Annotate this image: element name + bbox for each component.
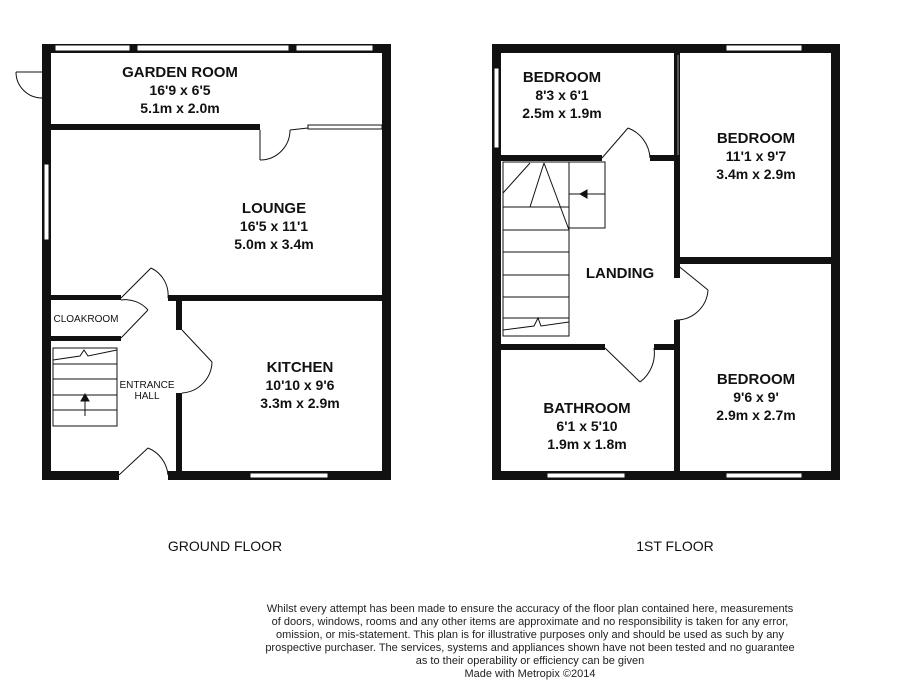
door-bathroom: [605, 348, 654, 382]
garden-room-imperial: 16'9 x 6'5: [149, 82, 211, 98]
entrance-hall-line2: HALL: [134, 391, 160, 402]
door-kitchen: [182, 330, 212, 393]
window-garden-1: [55, 45, 130, 51]
bathroom-name: BATHROOM: [543, 400, 631, 417]
window-lounge: [44, 164, 49, 240]
kitchen-metric: 3.3m x 2.9m: [260, 395, 340, 411]
bathroom-top-wall-right: [654, 344, 676, 350]
cloakroom-top-wall: [51, 295, 121, 300]
ground-wall-bottom-left: [42, 471, 119, 480]
bathroom-metric: 1.9m x 1.8m: [547, 436, 627, 452]
door-cloakroom: [121, 300, 148, 338]
first-stairs: [503, 162, 605, 336]
first-floor-label: 1ST FLOOR: [636, 538, 714, 554]
door-garden-lounge: [260, 128, 308, 160]
disclaimer-line6: Made with Metropix ©2014: [464, 668, 596, 680]
bedroom-small-bottom-wall-right: [650, 155, 678, 161]
door-garden-exterior: [16, 72, 42, 98]
door-front: [119, 448, 168, 475]
bedroom-large-left-wall: [674, 53, 680, 278]
window-garden-3: [296, 45, 373, 51]
bedroom-large-bottom-wall: [674, 257, 831, 264]
kitchen-name: KITCHEN: [266, 359, 334, 376]
ground-doors: [16, 72, 308, 475]
door-lounge-hall: [121, 268, 168, 298]
stairs-down-arrow-icon: [580, 190, 587, 198]
lounge-metric: 5.0m x 3.4m: [234, 236, 314, 252]
bedroom-small-name: BEDROOM: [522, 69, 602, 86]
garden-room-name: GARDEN ROOM: [122, 64, 238, 81]
ground-wall-left: [42, 44, 51, 480]
window-bathroom: [547, 473, 625, 478]
disclaimer-line1: Whilst every attempt has been made to ensure the accuracy of the floor plan contained here, measurements: [266, 603, 794, 615]
bedroom-large-name: BEDROOM: [716, 130, 796, 147]
window-kitchen: [250, 473, 328, 478]
entrance-hall-line1: ENTRANCE: [119, 380, 175, 391]
bedroom-mid-metric: 2.9m x 2.7m: [716, 407, 796, 423]
window-garden-partition: [308, 125, 382, 129]
garden-room-wall: [51, 124, 260, 130]
bedroom-small-imperial: 8'3 x 6'1: [535, 87, 589, 103]
garden-room-metric: 5.1m x 2.0m: [140, 100, 220, 116]
bedroom-small-metric: 2.5m x 1.9m: [522, 105, 602, 121]
kitchen-top-wall: [168, 295, 382, 301]
bedroom-mid-imperial: 9'6 x 9': [733, 389, 779, 405]
bathroom-imperial: 6'1 x 5'10: [556, 418, 618, 434]
bathroom-top-wall-left: [501, 344, 605, 350]
first-wall-right: [831, 44, 840, 480]
door-bedroom-small: [602, 128, 650, 158]
bedroom-large-metric: 3.4m x 2.9m: [716, 166, 796, 182]
window-bedroom-large: [726, 45, 802, 51]
window-bedroom-mid: [726, 473, 802, 478]
door-bedroom-mid: [676, 264, 708, 320]
cloakroom-bottom-wall: [51, 336, 121, 341]
disclaimer-line3: omission, or mis-statement. This plan is for illustrative purposes only and should be used as such by any: [276, 629, 784, 641]
window-bedroom-small: [494, 68, 499, 148]
bedroom-mid-name: BEDROOM: [716, 371, 796, 388]
first-doors: [602, 128, 708, 382]
kitchen-left-wall-upper: [176, 300, 182, 330]
lounge-name: LOUNGE: [241, 200, 307, 217]
ground-floor-label: GROUND FLOOR: [167, 538, 283, 554]
cloakroom-name: CLOAKROOM: [53, 314, 119, 325]
ground-wall-right: [382, 44, 391, 480]
landing-name: LANDING: [585, 265, 655, 282]
bedroom-large-imperial: 11'1 x 9'7: [725, 148, 787, 164]
bedroom-mid-left-wall: [674, 320, 680, 473]
kitchen-imperial: 10'10 x 9'6: [265, 377, 335, 393]
window-garden-2: [137, 45, 289, 51]
disclaimer-line5: as to their operability or efficiency can be given: [415, 655, 645, 667]
disclaimer-line4: prospective purchaser. The services, systems and appliances shown have not been tested and no guarantee: [265, 642, 795, 654]
disclaimer: [230, 603, 830, 681]
ground-stairs: [53, 348, 117, 426]
bedroom-small-bottom-wall: [501, 155, 602, 161]
kitchen-left-wall-lower: [176, 393, 182, 473]
disclaimer-line2: of doors, windows, rooms and any other items are approximate and no responsibility is taken for any error,: [271, 616, 789, 628]
lounge-imperial: 16'5 x 11'1: [239, 218, 309, 234]
